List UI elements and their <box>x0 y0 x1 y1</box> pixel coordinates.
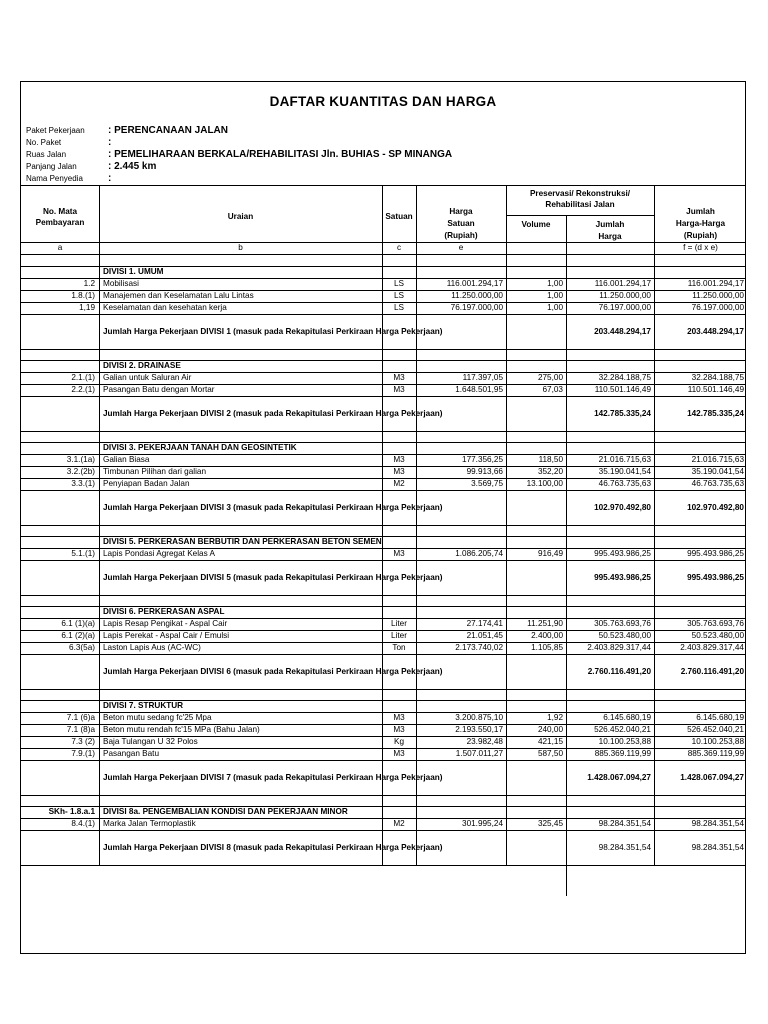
sum-total: 995.493.986,25 <box>687 573 744 582</box>
item-unit: LS <box>393 279 404 288</box>
item-no: 3.1.(1a) <box>66 455 95 464</box>
item-unit: Ton <box>392 643 406 652</box>
item-price: 1.648.501,95 <box>455 385 503 394</box>
item-vol: 13.100,00 <box>526 479 563 488</box>
item-amount: 116.001.294,17 <box>594 279 651 288</box>
item-vol: 118,50 <box>538 455 563 464</box>
item-vol: 421,15 <box>537 737 563 746</box>
item-vol: 325,45 <box>537 819 563 828</box>
item-total: 46.763.735,63 <box>691 479 744 488</box>
item-price: 117.397,05 <box>462 373 503 382</box>
item-total: 305.763.693,76 <box>687 619 744 628</box>
item-total: 76.197.000,00 <box>691 303 744 312</box>
item-unit: Kg <box>393 737 404 746</box>
item-no: 8.4.(1) <box>71 819 95 828</box>
sum-desc: Jumlah Harga Pekerjaan DIVISI 3 (masuk pada Rekapitulasi Perkiraan Harga Pekerjaan) <box>103 503 443 512</box>
item-desc: Manajemen dan Keselamatan Lalu Lintas <box>103 291 254 300</box>
sum-amount: 142.785.335,24 <box>594 409 651 418</box>
item-price: 1.086.205,74 <box>455 549 503 558</box>
item-no: 1,19 <box>79 303 95 312</box>
item-amount: 110.501.146,49 <box>594 385 651 394</box>
item-total: 32.284.188,75 <box>691 373 744 382</box>
item-total: 21.016.715,63 <box>691 455 744 464</box>
item-amount: 46.763.735,63 <box>598 479 651 488</box>
col-label-e: e <box>458 243 464 252</box>
quantity-price-table <box>21 185 745 954</box>
hdr-pembayaran: Pembayaran <box>35 218 85 227</box>
sum-total: 203.448.294,17 <box>687 327 744 336</box>
sum-amount: 2.760.116.491,20 <box>587 667 651 676</box>
document-page <box>20 81 746 954</box>
item-unit: M3 <box>393 713 405 722</box>
item-total: 116.001.294,17 <box>687 279 744 288</box>
item-total: 10.100.253,88 <box>691 737 744 746</box>
sum-amount: 1.428.067.094,27 <box>587 773 651 782</box>
sum-desc: Jumlah Harga Pekerjaan DIVISI 2 (masuk pada Rekapitulasi Perkiraan Harga Pekerjaan) <box>103 409 443 418</box>
sum-desc: Jumlah Harga Pekerjaan DIVISI 6 (masuk pada Rekapitulasi Perkiraan Harga Pekerjaan) <box>103 667 443 676</box>
hdr-rehabilitasi: Rehabilitasi Jalan <box>545 200 615 209</box>
item-vol: 275,00 <box>537 373 563 382</box>
div-desc: DIVISI 5. PERKERASAN BERBUTIR DAN PERKERASAN BETON SEMEN <box>103 537 382 546</box>
item-vol: 1,00 <box>547 291 563 300</box>
sum-desc: Jumlah Harga Pekerjaan DIVISI 5 (masuk pada Rekapitulasi Perkiraan Harga Pekerjaan) <box>103 573 443 582</box>
item-no: 2.1.(1) <box>71 373 95 382</box>
hdr-jumlah-rupiah: (Rupiah) <box>683 231 718 240</box>
item-amount: 885.369.119,99 <box>594 749 651 758</box>
sum-total: 142.785.335,24 <box>687 409 744 418</box>
item-total: 526.452.040,21 <box>687 725 744 734</box>
item-desc: Pasangan Batu dengan Mortar <box>103 385 215 394</box>
item-price: 116.001.294,17 <box>446 279 503 288</box>
item-unit: M3 <box>393 749 405 758</box>
item-total: 885.369.119,99 <box>687 749 744 758</box>
item-price: 2.173.740,02 <box>455 643 503 652</box>
hdr-harga-satuan: Satuan <box>447 219 475 228</box>
item-vol: 916,49 <box>537 549 563 558</box>
item-unit: M3 <box>393 467 405 476</box>
item-total: 11.250.000,00 <box>692 291 744 300</box>
item-unit: M3 <box>393 455 405 464</box>
item-desc: Beton mutu rendah fc'15 MPa (Bahu Jalan) <box>103 725 260 734</box>
col-label-b: b <box>238 243 243 252</box>
item-no: 7.1 (8)a <box>66 725 95 734</box>
item-no: 5.1.(1) <box>71 549 95 558</box>
sum-total: 1.428.067.094,27 <box>680 773 744 782</box>
item-desc: Pasangan Batu <box>103 749 159 758</box>
item-unit: M2 <box>393 819 405 828</box>
item-vol: 1,92 <box>547 713 563 722</box>
item-price: 301.995,24 <box>462 819 503 828</box>
item-price: 2.193.550,17 <box>455 725 503 734</box>
item-unit: Liter <box>391 631 407 640</box>
col-label-a: a <box>57 243 63 252</box>
item-price: 76.197.000,00 <box>450 303 503 312</box>
hdr-no-mata: No. Mata <box>42 207 78 216</box>
hdr-harga-rupiah: (Rupiah) <box>444 231 478 240</box>
hdr-uraian: Uraian <box>227 212 254 221</box>
sum-amount: 98.284.351,54 <box>598 843 651 852</box>
sum-total: 2.760.116.491,20 <box>680 667 744 676</box>
item-vol: 240,00 <box>537 725 563 734</box>
item-desc: Mobilisasi <box>103 279 139 288</box>
item-unit: Liter <box>391 619 407 628</box>
item-desc: Beton mutu sedang fc'25 Mpa <box>103 713 212 722</box>
item-desc: Timbunan Pilihan dari galian <box>103 467 207 476</box>
item-total: 2.403.829.317,44 <box>680 643 744 652</box>
document-title: DAFTAR KUANTITAS DAN HARGA <box>269 94 497 109</box>
item-price: 11.250.000,00 <box>451 291 503 300</box>
item-desc: Marka Jalan Termoplastik <box>103 819 196 828</box>
item-price: 3.200.875,10 <box>455 713 503 722</box>
item-no: 1.8.(1) <box>71 291 95 300</box>
sum-desc: Jumlah Harga Pekerjaan DIVISI 7 (masuk pada Rekapitulasi Perkiraan Harga Pekerjaan) <box>103 773 443 782</box>
item-amount: 11.250.000,00 <box>599 291 651 300</box>
item-desc: Keselamatan dan kesehatan kerja <box>103 303 227 312</box>
item-amount: 98.284.351,54 <box>598 819 651 828</box>
item-amount: 21.016.715,63 <box>598 455 651 464</box>
sum-total: 98.284.351,54 <box>691 843 744 852</box>
item-vol: 587,50 <box>537 749 563 758</box>
item-total: 50.523.480,00 <box>691 631 744 640</box>
item-desc: Lapis Resap Pengikat - Aspal Cair <box>103 619 228 628</box>
info-label: No. Paket <box>26 138 62 147</box>
hdr-harga: Harga <box>449 207 473 216</box>
item-vol: 2.400,00 <box>531 631 563 640</box>
item-amount: 995.493.986,25 <box>594 549 651 558</box>
item-price: 177.356,25 <box>462 455 503 464</box>
sum-desc: Jumlah Harga Pekerjaan DIVISI 8 (masuk pada Rekapitulasi Perkiraan Harga Pekerjaan) <box>103 843 443 852</box>
item-price: 3.569,75 <box>471 479 503 488</box>
item-price: 1.507.011,27 <box>455 749 503 758</box>
item-unit: M3 <box>393 373 405 382</box>
item-price: 21.051,45 <box>466 631 503 640</box>
item-total: 110.501.146,49 <box>687 385 744 394</box>
item-total: 6.145.680,19 <box>696 713 744 722</box>
item-amount: 35.190.041,54 <box>598 467 651 476</box>
item-desc: Lapis Perekat - Aspal Cair / Emulsi <box>103 631 230 640</box>
item-no: 7.3 (2) <box>71 737 95 746</box>
item-amount: 76.197.000,00 <box>598 303 651 312</box>
item-no: 6.1 (2)(a) <box>61 631 95 640</box>
div-desc: DIVISI 8a. PENGEMBALIAN KONDISI DAN PEKERJAAN MINOR <box>103 807 348 816</box>
item-total: 98.284.351,54 <box>691 819 744 828</box>
item-price: 99.913,66 <box>466 467 503 476</box>
item-vol: 1,00 <box>547 303 563 312</box>
info-value: : PERENCANAAN JALAN <box>108 125 229 136</box>
div-desc: DIVISI 7. STRUKTUR <box>103 701 184 710</box>
item-price: 23.982,48 <box>466 737 503 746</box>
item-no: 3.2.(2b) <box>66 467 95 476</box>
item-unit: M3 <box>393 725 405 734</box>
item-vol: 1,00 <box>547 279 563 288</box>
hdr-preservasi: Preservasi/ Rekonstruksi/ <box>529 189 631 198</box>
item-unit: M3 <box>393 549 405 558</box>
item-unit: LS <box>393 303 404 312</box>
info-value: : <box>108 137 112 148</box>
item-amount: 10.100.253,88 <box>598 737 651 746</box>
item-desc: Baja Tulangan U 32 Polos <box>103 737 198 746</box>
item-vol: 11.251,90 <box>527 619 563 628</box>
item-desc: Penyiapan Badan Jalan <box>103 479 190 488</box>
hdr-satuan: Satuan <box>385 212 413 221</box>
info-label: Nama Penyedia <box>26 174 83 183</box>
info-value: : PEMELIHARAAN BERKALA/REHABILITASI Jln. BUHIAS - SP MINANGA <box>108 149 453 160</box>
div-desc: DIVISI 3. PEKERJAAN TANAH DAN GEOSINTETIK <box>103 443 297 452</box>
div-desc: DIVISI 1. UMUM <box>103 267 164 276</box>
hdr-volume: Volume <box>521 220 551 229</box>
item-no: 2.2.(1) <box>71 385 95 394</box>
item-vol: 1.105,85 <box>531 643 563 652</box>
item-amount: 526.452.040,21 <box>594 725 651 734</box>
item-no: 3.3.(1) <box>71 479 95 488</box>
item-desc: Galian Biasa <box>103 455 150 464</box>
hdr-jumlah-harga: Harga <box>598 232 622 241</box>
item-vol: 67,03 <box>542 385 563 394</box>
item-no: 1.2 <box>83 279 95 288</box>
item-unit: M3 <box>393 385 405 394</box>
info-value: : <box>108 173 112 184</box>
sum-amount: 995.493.986,25 <box>594 573 651 582</box>
item-amount: 50.523.480,00 <box>598 631 651 640</box>
sum-amount: 203.448.294,17 <box>594 327 651 336</box>
item-desc: Galian untuk Saluran Air <box>103 373 192 382</box>
sum-desc: Jumlah Harga Pekerjaan DIVISI 1 (masuk pada Rekapitulasi Perkiraan Harga Pekerjaan) <box>103 327 443 336</box>
item-vol: 352,20 <box>537 467 563 476</box>
item-price: 27.174,41 <box>466 619 503 628</box>
item-amount: 2.403.829.317,44 <box>587 643 651 652</box>
info-label: Panjang Jalan <box>26 162 77 171</box>
sum-amount: 102.970.492,80 <box>594 503 651 512</box>
item-unit: LS <box>393 291 404 300</box>
item-amount: 305.763.693,76 <box>594 619 651 628</box>
div-desc: DIVISI 6. PERKERASAN ASPAL <box>103 607 225 616</box>
hdr-jumlah: Jumlah <box>595 220 625 229</box>
item-desc: Laston Lapis Aus (AC-WC) <box>103 643 201 652</box>
item-no: 6.1 (1)(a) <box>61 619 95 628</box>
sum-total: 102.970.492,80 <box>687 503 744 512</box>
item-desc: Lapis Pondasi Agregat Kelas A <box>103 549 215 558</box>
item-no: 7.1 (6)a <box>66 713 95 722</box>
item-total: 35.190.041,54 <box>691 467 744 476</box>
div-desc: DIVISI 2. DRAINASE <box>103 361 181 370</box>
col-label-f: f = (d x e) <box>683 243 718 252</box>
div-no: SKh- 1.8.a.1 <box>48 807 95 816</box>
info-label: Ruas Jalan <box>26 150 67 159</box>
item-total: 995.493.986,25 <box>687 549 744 558</box>
item-amount: 6.145.680,19 <box>603 713 651 722</box>
info-value: : 2.445 km <box>108 161 157 172</box>
item-unit: M2 <box>393 479 405 488</box>
col-label-c: c <box>396 243 402 252</box>
item-amount: 32.284.188,75 <box>598 373 651 382</box>
item-no: 6.3(5a) <box>69 643 95 652</box>
info-label: Paket Pekerjaan <box>26 126 85 135</box>
item-no: 7.9.(1) <box>71 749 95 758</box>
hdr-harga-harga: Harga-Harga <box>675 219 726 228</box>
hdr-jumlah-hh: Jumlah <box>686 207 715 216</box>
